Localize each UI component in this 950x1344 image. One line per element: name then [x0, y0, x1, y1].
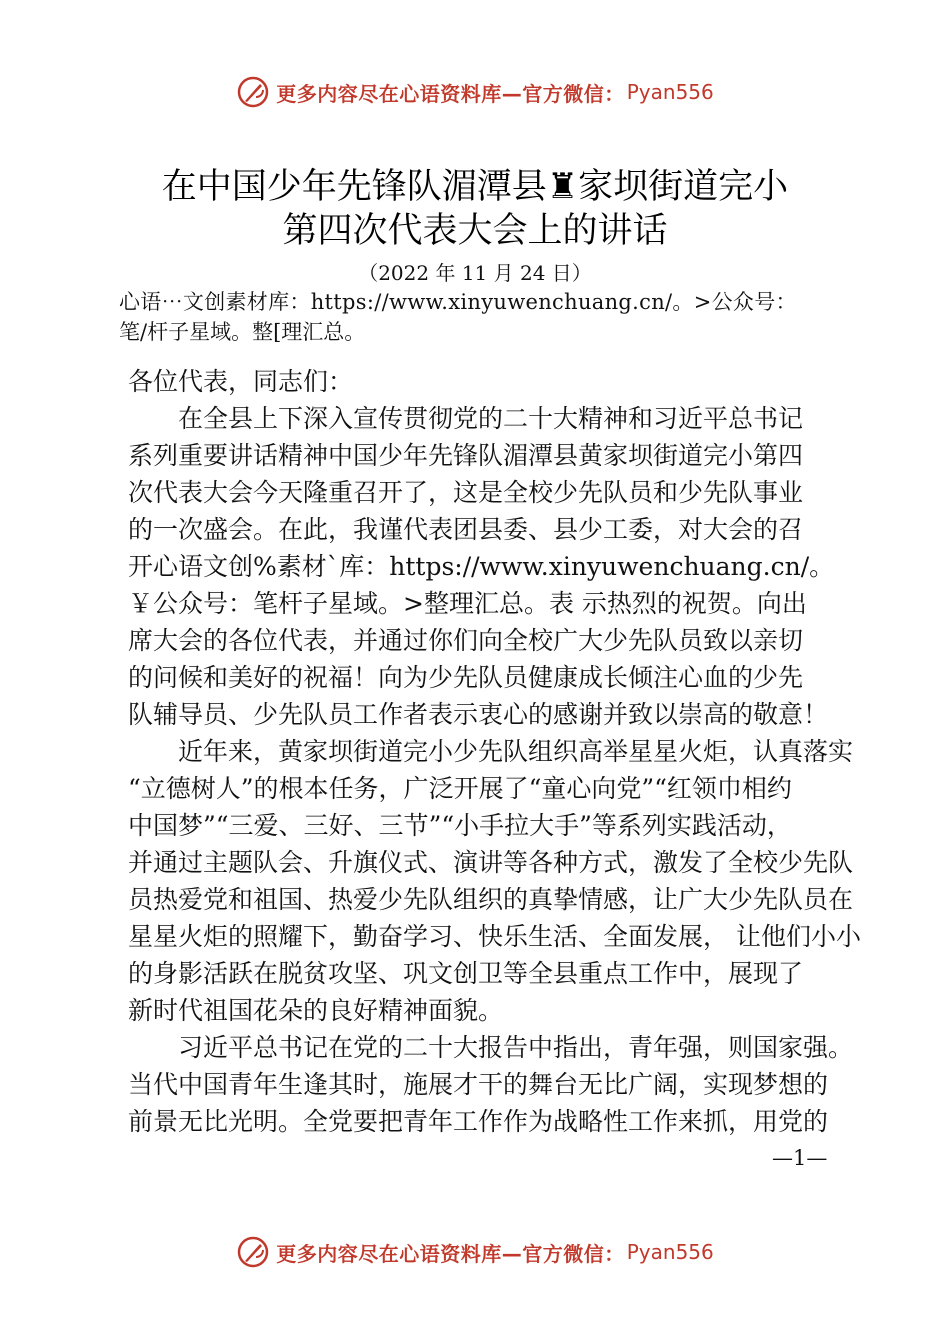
- source-note-line-2: 笔/杆子星域。整[理汇总。: [119, 320, 366, 344]
- body-line: 星星火炬的照耀下，勤奋学习、快乐生活、全面发展， 让他们小小: [128, 922, 861, 951]
- body-line: 的一次盛会。在此，我谨代表团县委、县少工委，对大会的召: [128, 515, 804, 544]
- document-date: （2022 年 11 月 24 日）: [358, 261, 592, 285]
- body-line: 前景无比光明。全党要把青年工作作为战略性工作来抓，用党的: [128, 1107, 829, 1136]
- body-line: 开心语文创%素材`库：https://www.xinyuwenchuang.cn/。: [128, 552, 835, 581]
- body-line: 新时代祖国花朵的良好精神面貌。: [128, 996, 504, 1025]
- body-line: 中国梦”“三爱、三好、三节”“小手拉大手”等系列实践活动，: [128, 811, 792, 840]
- body-line: 习近平总书记在党的二十大报告中指出，青年强，则国家强。: [178, 1033, 854, 1062]
- body-line: “立德树人”的根本任务，广泛开展了“童心向党”“红领巾相约: [128, 774, 792, 803]
- quill-pen-icon: [236, 1235, 270, 1269]
- page-number: —1—: [772, 1146, 828, 1170]
- quill-pen-icon: [236, 75, 270, 109]
- body-line: 的身影活跃在脱贫攻坚、巩文创卫等全县重点工作中，展现了: [128, 959, 804, 988]
- body-line: 的问候和美好的祝福！向为少先队员健康成长倾注心血的少先: [128, 663, 804, 692]
- body-line: 员热爱党和祖国、热爱少先队组织的真挚情感，让广大少先队员在: [128, 885, 854, 914]
- source-note-line-1: 心语⋯文创素材库：https://www.xinyuwenchuang.cn/。>公众号：: [119, 290, 797, 314]
- watermark-text: 更多内容尽在心语资料库—官方微信：: [276, 1241, 625, 1266]
- body-line: 队辅导员、少先队员工作者表示衷心的感谢并致以崇高的敬意！: [128, 700, 829, 729]
- body-line: 近年来，黄家坝街道完小少先队组织高举星星火炬，认真落实: [178, 737, 854, 766]
- watermark-footer: [0, 1232, 950, 1272]
- body-line: 当代中国青年生逢其时，施展才干的舞台无比广阔，实现梦想的: [128, 1070, 829, 1099]
- document-title-line-2: 第四次代表大会上的讲话: [282, 211, 668, 251]
- greeting: 各位代表，同志们：: [128, 367, 354, 396]
- body-line: 系列重要讲话精神中国少年先锋队湄潭县黄家坝街道完小第四: [128, 441, 804, 470]
- watermark-wechat-id: Pyan556: [626, 80, 714, 104]
- body-line: 在全县上下深入宣传贯彻党的二十大精神和习近平总书记: [178, 404, 804, 433]
- watermark-text: 更多内容尽在心语资料库—官方微信：: [276, 81, 625, 106]
- body-line: 席大会的各位代表，并通过你们向全校广大少先队员致以亲切: [128, 626, 804, 655]
- body-line: 次代表大会今天隆重召开了，这是全校少先队员和少先队事业: [128, 478, 804, 507]
- watermark-wechat-id: Pyan556: [626, 1240, 714, 1264]
- watermark-header: [0, 72, 950, 112]
- document-title-line-1: 在中国少年先锋队湄潭县♜家坝街道完小: [161, 167, 789, 207]
- body-line: ￥公众号：笔杆子星域。>整理汇总。表 示热烈的祝贺。向出: [128, 589, 807, 618]
- body-line: 并通过主题队会、升旗仪式、演讲等各种方式，激发了全校少先队: [128, 848, 854, 877]
